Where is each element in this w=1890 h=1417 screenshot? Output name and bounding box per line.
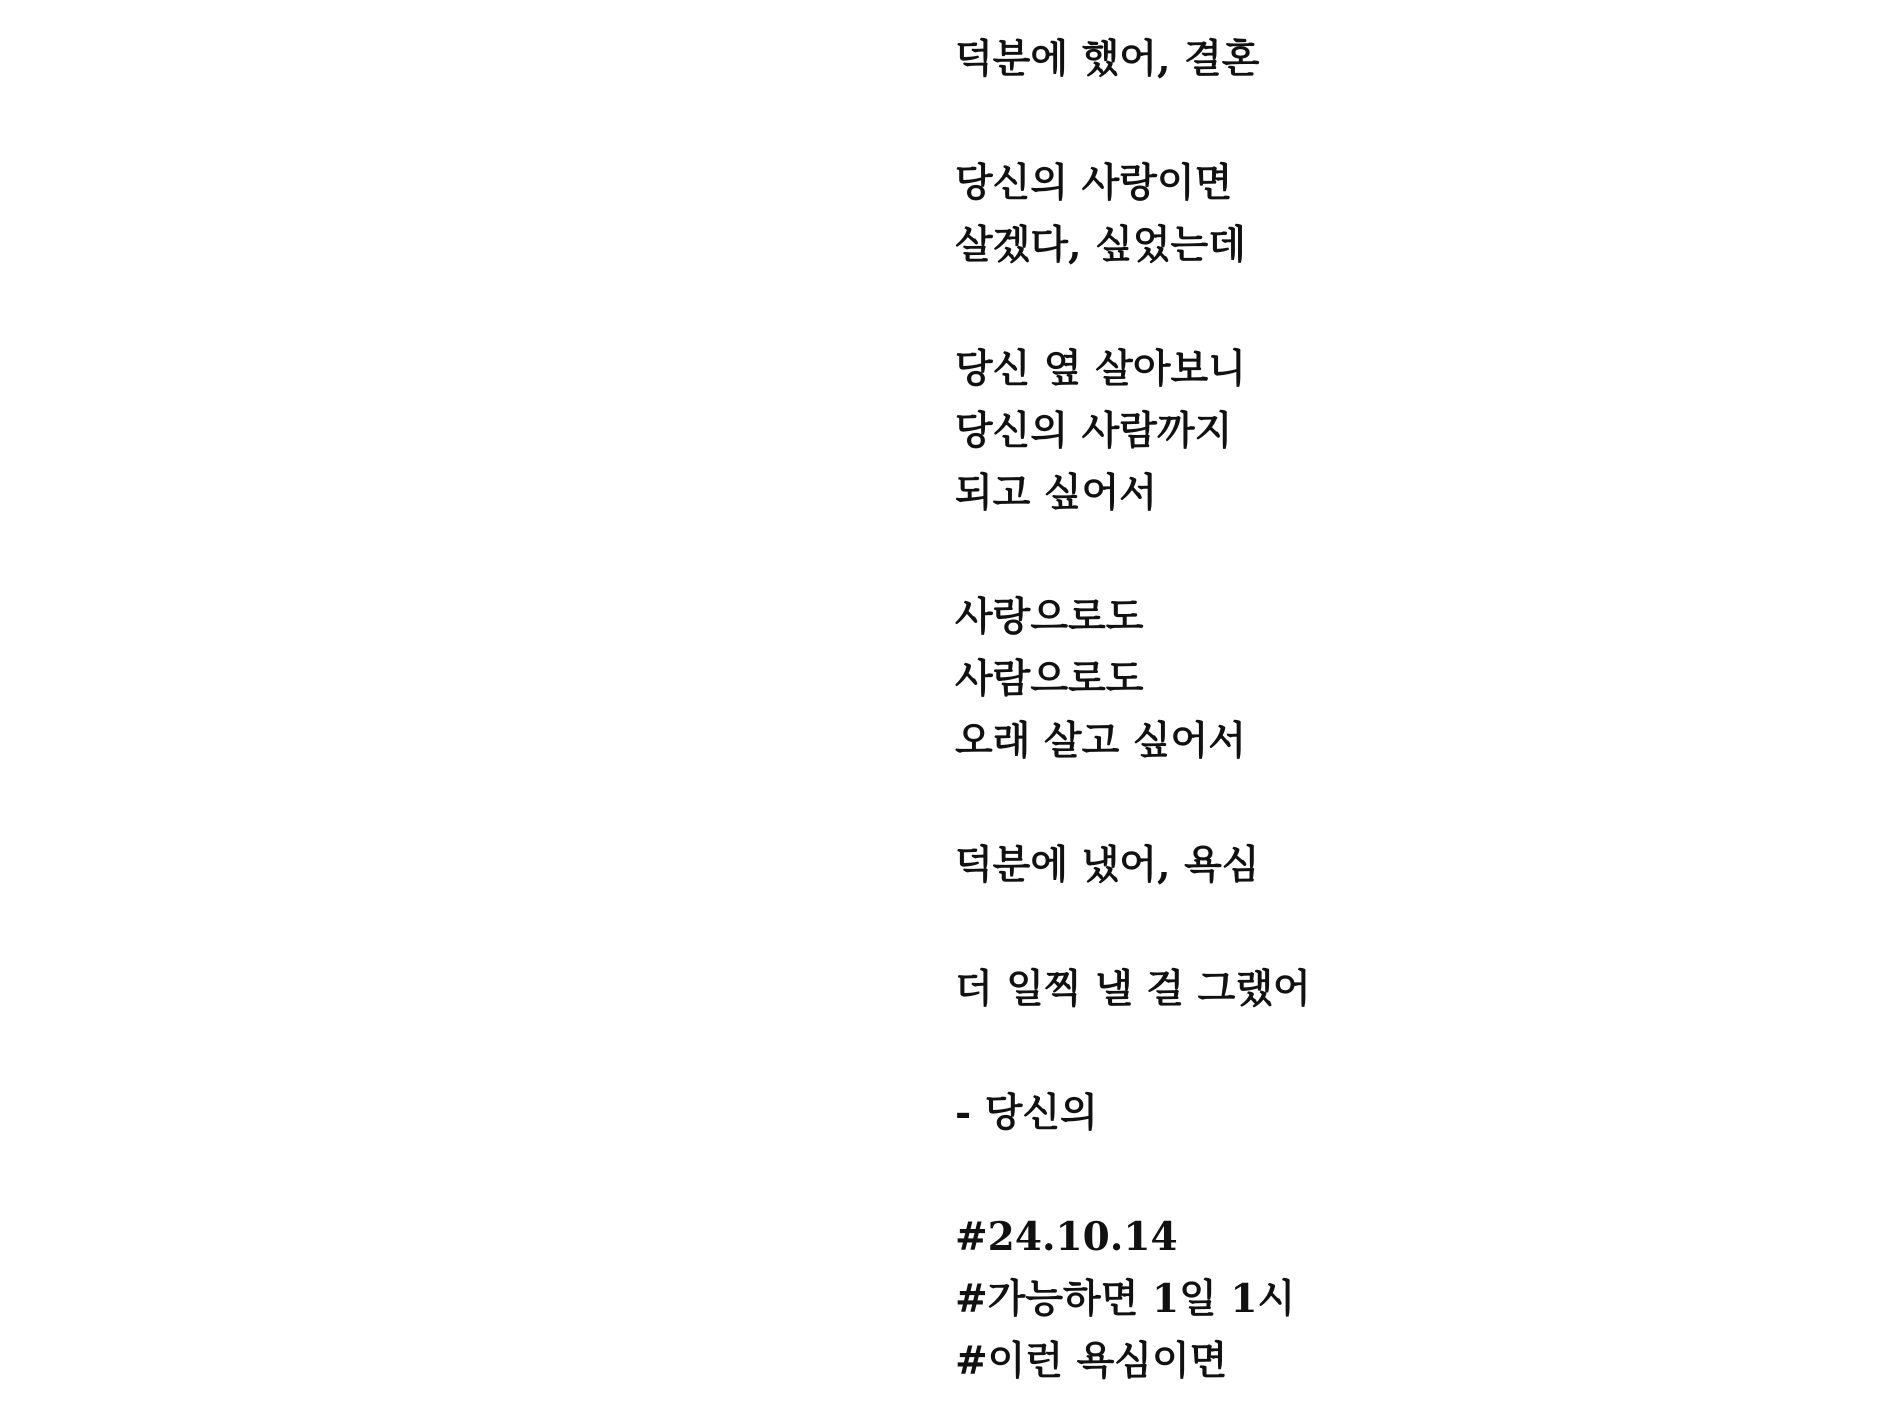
stanza — [955, 834, 1755, 896]
stanza-gap — [955, 524, 1755, 586]
signature-line: - 당신의 — [955, 1090, 1098, 1136]
stanza-gap — [955, 1020, 1755, 1082]
poem-line: 살겠다, 싶었는데 — [955, 222, 1246, 268]
stanza-gap — [955, 90, 1755, 152]
poem-line: 사람으로도 — [955, 656, 1144, 702]
hashtag: #24.10.14 — [955, 1214, 1178, 1260]
poem-line: 덕분에 했어, 결혼 — [955, 36, 1260, 82]
poem-line: 당신의 사랑이면 — [955, 160, 1233, 206]
poem-line: 되고 싶어서 — [955, 470, 1157, 516]
poem-line: 당신 옆 살아보니 — [955, 346, 1246, 392]
stanza-gap — [955, 772, 1755, 834]
poem-line: 사랑으로도 — [955, 594, 1144, 640]
poem-body — [955, 28, 1755, 1392]
poem-line: 오래 살고 싶어서 — [955, 718, 1246, 764]
stanza — [955, 338, 1755, 524]
stanza-gap — [955, 276, 1755, 338]
stanza — [955, 28, 1755, 90]
poem-line: 더 일찍 낼 걸 그랬어 — [955, 966, 1311, 1012]
hashtag: #이런 욕심이면 — [955, 1338, 1228, 1384]
signature — [955, 1082, 1755, 1144]
poem-line: 당신의 사람까지 — [955, 408, 1233, 454]
stanza-gap — [955, 1144, 1755, 1206]
stanza-gap — [955, 896, 1755, 958]
stanza — [955, 586, 1755, 772]
hashtag: #가능하면 1일 1시 — [955, 1276, 1296, 1322]
stanza — [955, 152, 1755, 276]
stanza — [955, 958, 1755, 1020]
poem-line: 덕분에 냈어, 욕심 — [955, 842, 1260, 888]
hashtag-list — [955, 1206, 1755, 1392]
